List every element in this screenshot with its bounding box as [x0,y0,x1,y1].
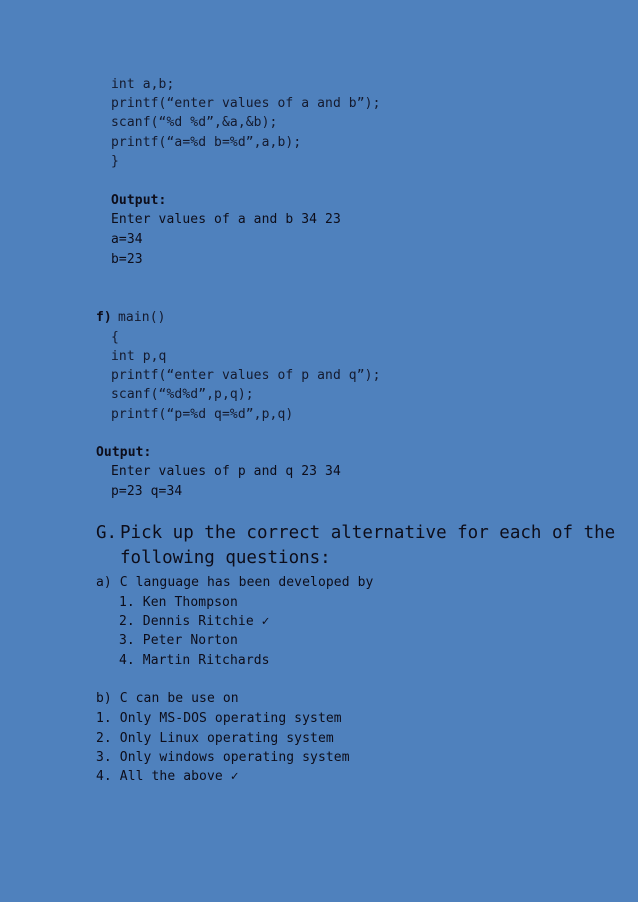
item-label-f: f) [96,310,112,325]
code-line: { [111,330,119,345]
output-line: a=34 [111,232,143,247]
code-line: printf(“enter values of a and b”); [111,96,381,111]
output-line: Enter values of p and q 23 34 [111,464,341,479]
output-line: Enter values of a and b 34 23 [111,212,341,227]
question-text: a) C language has been developed by [96,575,374,590]
code-line: printf(“enter values of p and q”); [111,368,381,383]
code-line: int a,b; [111,77,175,92]
section-marker: G. [96,523,118,543]
code-line: printf(“p=%d q=%d”,p,q) [111,407,294,422]
code-line: main() [118,310,166,325]
section-heading: Pick up the correct alternative for each of the [120,523,616,543]
code-line: int p,q [111,349,167,364]
answer-option: 3. Peter Norton [119,633,238,648]
question-text: b) C can be use on [96,691,239,706]
code-line: scanf(“%d %d”,&a,&b); [111,115,278,130]
code-line: scanf(“%d%d”,p,q); [111,387,254,402]
answer-option: 4. Martin Ritchards [119,653,270,668]
answer-option: 2. Only Linux operating system [96,731,334,746]
code-line: } [111,154,119,169]
output-line: p=23 q=34 [111,484,183,499]
output-label: Output: [96,445,152,460]
answer-option-correct: 4. All the above ✓ [96,769,239,784]
output-line: b=23 [111,252,143,267]
section-heading: following questions: [120,548,331,568]
answer-option-correct: 2. Dennis Ritchie ✓ [119,614,270,629]
code-line: printf(“a=%d b=%d”,a,b); [111,135,302,150]
answer-option: 1. Ken Thompson [119,595,238,610]
answer-option: 3. Only windows operating system [96,750,350,765]
answer-option: 1. Only MS-DOS operating system [96,711,342,726]
output-label: Output: [111,193,167,208]
